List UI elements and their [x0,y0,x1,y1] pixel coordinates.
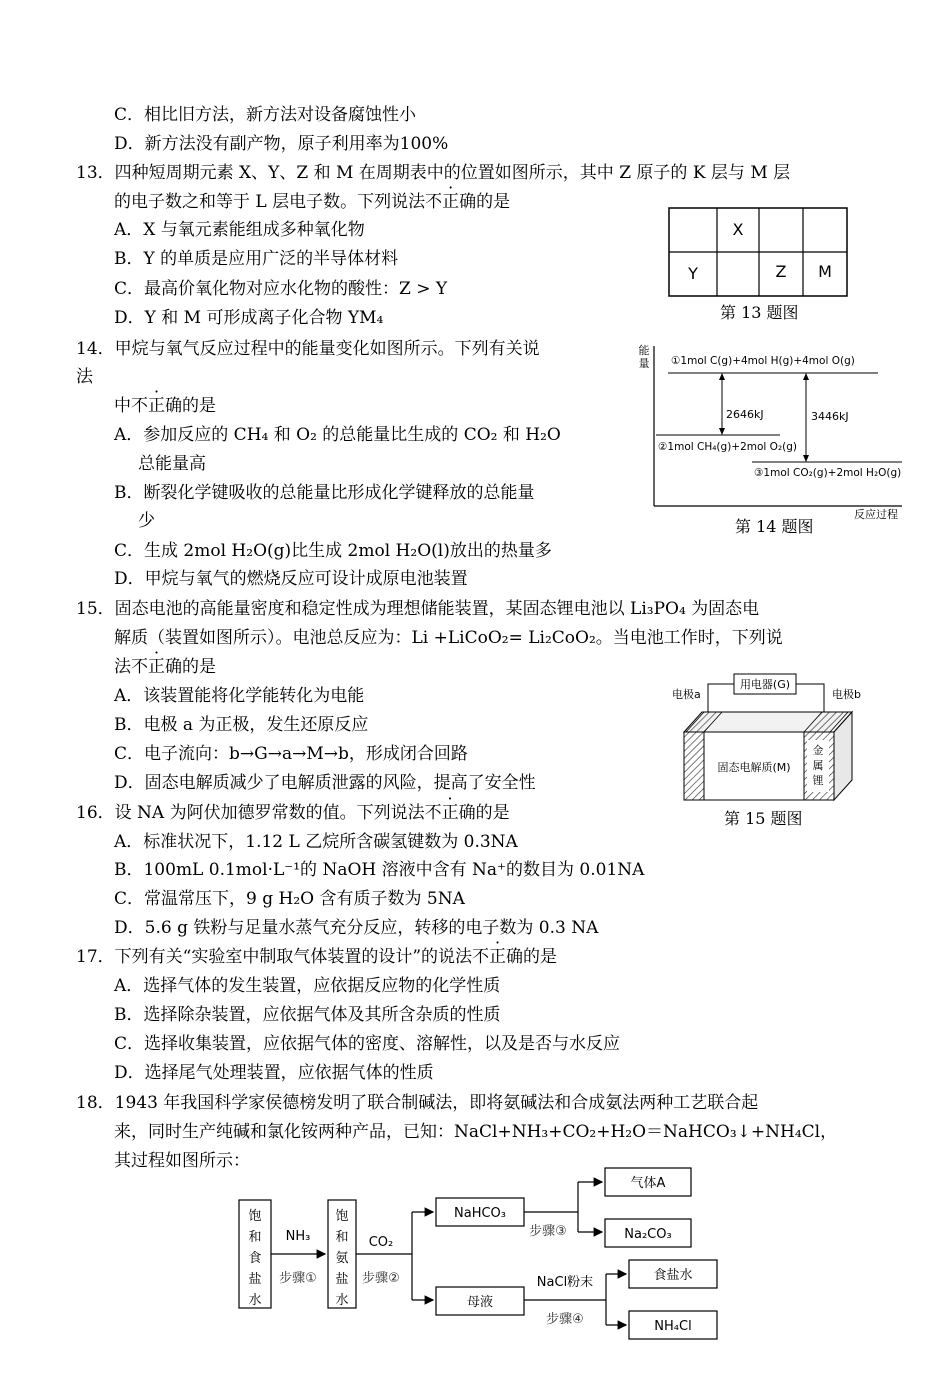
q15-stem-line3: 法不正确的是 [114,657,216,677]
q17-option-c: C．选择收集装置，应依据气体的密度、溶解性，以及是否与水反应 [114,1034,621,1054]
q15-figure-caption: 第 15 题图 [724,809,803,828]
box2-char-5: 水 [335,1293,349,1308]
q13-option-d: D．Y 和 M 可形成离子化合物 YM₄ [114,308,384,328]
q13-stem-line1: 13．四种短周期元素 X、Y、Z 和 M 在周期表中的位置如图所示，其中 Z 原子的 K 层与 M 层 [76,163,791,183]
q15-battery-figure [666,670,872,806]
gas-a-box: 气体A [630,1176,666,1191]
metal-label-1: 金 [812,744,824,757]
emphasis-not-correct: 不正确 [424,803,476,823]
brine-box: 食盐水 [653,1268,693,1283]
box1-char-3: 食 [248,1251,262,1266]
nh4cl-box: NH₄Cl [654,1319,692,1334]
box2-char-1: 饱 [335,1209,349,1224]
q14-option-b-line2: 少 [138,511,155,531]
level-2-label: ②1mol CH₄(g)+2mol O₂(g) [658,441,798,453]
q17-option-d: D．选择尾气处理装置，应依据气体的性质 [114,1063,434,1083]
q16-option-a: A．标准状况下，1.12 L 乙烷所含碳氢键数为 0.3NA [114,832,518,852]
q13-option-c: C．最高价氧化物对应水化物的酸性：Z > Y [114,279,448,299]
electrolyte-label: 固态电解质(M) [717,761,791,774]
q17-stem: 17．下列有关“实验室中制取气体装置的设计”的说法不正确的是 [76,947,558,967]
q12-option-c: C．相比旧方法，新方法对设备腐蚀性小 [114,105,417,125]
device-g-label: 用电器(G) [739,678,791,691]
q12-option-d: D．新方法没有副产物，原子利用率为100% [114,134,449,154]
q16-stem: 16．设 NA 为阿伏加德罗常数的值。下列说法不正确的是 [76,803,510,823]
energy-axis-label-2: 量 [638,357,650,370]
box2-char-4: 盐 [335,1272,349,1287]
box1-char-5: 水 [248,1293,262,1308]
q13-option-a: A．X 与氧元素能组成多种氧化物 [114,220,365,240]
q14-stem-line2: 法 [76,367,93,387]
q17-option-b: B．选择除杂装置，应依据气体及其所含杂质的性质 [114,1005,501,1025]
cell-m: M [818,262,832,281]
cell-z: Z [775,262,787,281]
box1-char-1: 饱 [248,1209,262,1224]
mother-liquor-box: 母液 [466,1295,494,1310]
q15-option-a: A．该装置能将化学能转化为电能 [114,686,365,706]
box1-char-4: 盐 [248,1272,262,1287]
q14-option-b-line1: B．断裂化学键吸收的总能量比形成化学键释放的总能量 [114,483,535,503]
emphasis-not-correct: 不正确 [131,657,182,677]
q15-option-b: B．电极 a 为正极，发生还原反应 [114,715,369,735]
energy-axis-label-1: 能 [638,344,650,357]
q16-option-d: D．5.6 g 铁粉与足量水蒸气充分反应，转移的电子数为 0.3 NA [114,918,599,938]
step2-label: 步骤② [362,1271,400,1286]
q13-periodic-table-figure [668,206,850,300]
q18-process-flow-diagram [230,1160,730,1345]
reaction-axis-label: 反应过程 [854,508,898,521]
q15-option-d: D．固态电解质减少了电解质泄露的风险，提高了安全性 [114,773,536,793]
q18-stem-line3: 其过程如图所示： [114,1151,250,1171]
delta-2646: 2646kJ [726,408,764,421]
box2-char-3: 氨 [335,1251,349,1266]
nacl-powder-label: NaCl粉末 [536,1275,594,1290]
q16-option-c: C．常温常压下，9 g H₂O 含有质子数为 5NA [114,889,465,909]
emphasis-not-correct: 不正确 [472,947,524,967]
q14-option-a-line2: 总能量高 [138,454,206,474]
box1-char-2: 和 [248,1230,262,1245]
q14-energy-diagram [630,340,905,522]
q13-stem-line2: 的电子数之和等于 L 层电子数。下列说法不正确的是 [114,192,511,212]
level-3-label: ③1mol CO₂(g)+2mol H₂O(g) [754,467,902,479]
q18-stem-line1: 18．1943 年我国科学家侯德榜发明了联合制碱法，即将氨碱法和合成氨法两种工艺联合起 [76,1093,759,1113]
step1-label: 步骤① [279,1271,317,1286]
step4-label: 步骤④ [546,1312,584,1327]
cell-y: Y [688,264,698,283]
q14-figure-caption: 第 14 题图 [735,517,814,536]
q17-option-a: A．选择气体的发生装置，应依据反应物的化学性质 [114,976,501,996]
electrode-b-label: 电极b [832,688,861,701]
delta-3446: 3446kJ [811,410,849,423]
cell-x: X [732,220,744,239]
emphasis-not-correct: 不正确 [131,396,182,416]
step3-label: 步骤③ [529,1224,567,1239]
nh3-label: NH₃ [285,1229,311,1244]
q15-option-c: C．电子流向：b→G→a→M→b，形成闭合回路 [114,744,468,764]
level-1-label: ①1mol C(g)+4mol H(g)+4mol O(g) [671,355,855,367]
na2co3-box: Na₂CO₃ [624,1227,672,1242]
q15-stem-line1: 15．固态电池的高能量密度和稳定性成为理想储能装置，某固态锂电池以 Li₃PO₄ 为固态电 [76,599,760,619]
q14-stem-line3: 中不正确的是 [114,396,216,416]
metal-label-2: 属 [812,759,824,772]
electrode-a-label: 电极a [672,688,701,701]
q14-stem-line1: 14．甲烷与氧气反应过程中的能量变化如图所示。下列有关说 [76,339,540,359]
nahco3-box: NaHCO₃ [454,1206,506,1221]
q15-stem-line2: 解质（装置如图所示）。电池总反应为：Li +LiCoO₂= Li₂CoO₂。当电池工作时，下列说 [114,628,783,648]
box2-char-2: 和 [335,1230,349,1245]
q16-option-b: B．100mL 0.1mol·L⁻¹的 NaOH 溶液中含有 Na⁺的数目为 0.01NA [114,860,645,880]
q13-figure-caption: 第 13 题图 [720,303,799,322]
q13-option-b: B．Y 的单质是应用广泛的半导体材料 [114,249,399,269]
q14-option-a-line1: A．参加反应的 CH₄ 和 O₂ 的总能量比生成的 CO₂ 和 H₂O [114,425,561,445]
emphasis-not-correct: 不正确 [425,192,477,212]
co2-label: CO₂ [368,1235,394,1250]
q14-option-d: D．甲烷与氧气的燃烧反应可设计成原电池装置 [114,569,468,589]
q14-option-c: C．生成 2mol H₂O(g)比生成 2mol H₂O(l)放出的热量多 [114,541,552,561]
metal-label-3: 锂 [812,774,824,787]
q18-stem-line2: 来，同时生产纯碱和氯化铵两种产品，已知：NaCl+NH₃+CO₂+H₂O＝NaHCO₃↓+NH₄Cl， [114,1122,838,1142]
